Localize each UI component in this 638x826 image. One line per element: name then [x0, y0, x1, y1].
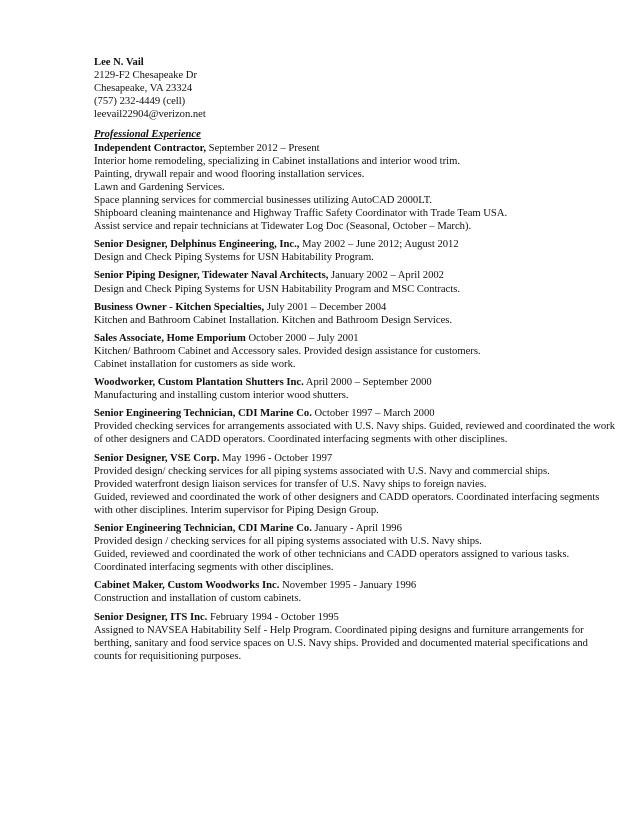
entry-description: Kitchen and Bathroom Cabinet Installation. Kitchen and Bathroom Design Services.: [94, 314, 453, 326]
entry-heading: [94, 269, 616, 282]
entry-description: Guided, reviewed and coordinated the work of other technicians and CADD operators assigned to various tasks. Coordinated interfacing segments with other disciplines.: [94, 549, 570, 574]
entry-description: Cabinet installation for customers as side work.: [94, 358, 296, 370]
contact-address-line-2: Chesapeake, VA 23324: [94, 83, 193, 95]
entry-title: Senior Designer, VSE Corp.: [94, 452, 220, 464]
entry-description: Design and Check Piping Systems for USN Habitability Program.: [94, 252, 374, 264]
entry-heading: [94, 142, 616, 155]
entry-description: Shipboard cleaning maintenance and Highway Traffic Safety Coordinator with Trade Team USA.: [94, 208, 508, 220]
entry-description: Provided waterfront design liaison services for transfer of U.S. Navy ships to foreign navies.: [94, 478, 487, 490]
entry-title: Senior Engineering Technician, CDI Marine Co.: [94, 523, 312, 534]
experience-entry: [94, 269, 616, 295]
entry-title: Senior Engineering Technician, CDI Marine Co.: [94, 408, 312, 420]
experience-entry: [94, 407, 616, 446]
experience-entry: [94, 452, 616, 517]
entry-description: Manufacturing and installing custom interior wood shutters.: [94, 390, 349, 402]
experience-entry: [94, 522, 616, 574]
contact-address-line-1: 2129-F2 Chesapeake Dr: [94, 70, 197, 82]
entry-title: Senior Designer, Delphinus Engineering, Inc.,: [94, 239, 300, 251]
contact-phone: (757) 232-4449 (cell): [94, 96, 186, 108]
entry-heading: [94, 452, 616, 465]
section-title: Professional Experience: [94, 129, 201, 141]
resume-page: [94, 56, 616, 668]
entry-heading: [94, 376, 616, 389]
entry-title: Senior Designer, ITS Inc.: [94, 611, 208, 623]
entry-title: Business Owner - Kitchen Specialties,: [94, 301, 265, 313]
entry-title: Woodworker, Custom Plantation Shutters Inc.: [94, 377, 304, 389]
entry-dates: July 2001 – December 2004: [264, 301, 387, 313]
experience-entry: [94, 142, 616, 234]
entry-heading: [94, 522, 616, 535]
entry-description: Provided design/ checking services for all piping systems associated with U.S. Navy and commercial ships.: [94, 465, 550, 477]
experience-entry: [94, 376, 616, 402]
contact-block: [94, 56, 616, 121]
entry-description: Provided checking services for arrangements associated with U.S. Navy ships. Guided, reviewed and coordinated the work of other designers and CADD operators. Coordinated interfacing segments with other disciplines.: [94, 421, 616, 446]
entry-description: Lawn and Gardening Services.: [94, 181, 225, 193]
experience-entry: [94, 301, 616, 327]
entry-description: Design and Check Piping Systems for USN Habitability Program and MSC Contracts.: [94, 283, 461, 295]
entry-heading: [94, 332, 616, 345]
entry-description: Provided design / checking services for all piping systems associated with U.S. Navy ships.: [94, 536, 482, 548]
entry-heading: [94, 579, 616, 592]
entry-dates: May 1996 - October 1997: [219, 452, 333, 464]
entry-heading: [94, 301, 616, 314]
entry-dates: October 1997 – March 2000: [311, 408, 435, 420]
entry-dates: November 1995 - January 1996: [279, 580, 417, 592]
experience-list: [94, 142, 616, 663]
entry-dates: January 2002 – April 2002: [328, 270, 444, 282]
entry-heading: [94, 611, 616, 624]
entry-dates: January - April 1996: [311, 523, 402, 534]
entry-dates: September 2012 – Present: [206, 142, 320, 154]
entry-description: Guided, reviewed and coordinated the work of other designers and CADD operators. Coordinated interfacing segments with other disciplines. Interim supervisor for Piping Design Group.: [94, 491, 600, 516]
entry-dates: April 2000 – September 2000: [303, 377, 432, 389]
entry-dates: October 2000 – July 2001: [245, 332, 359, 344]
entry-description: Painting, drywall repair and wood flooring installation services.: [94, 168, 365, 180]
contact-email: leevail22904@verizon.net: [94, 109, 206, 121]
entry-description: Space planning services for commercial businesses utilizing AutoCAD 2000LT.: [94, 194, 433, 206]
entry-heading: [94, 238, 616, 251]
entry-dates: May 2002 – June 2012; August 2012: [299, 239, 459, 251]
entry-heading: [94, 407, 616, 420]
experience-entry: [94, 611, 616, 663]
entry-dates: February 1994 - October 1995: [207, 611, 339, 623]
entry-title: Sales Associate, Home Emporium: [94, 332, 246, 344]
entry-title: Senior Piping Designer, Tidewater Naval Architects,: [94, 270, 329, 282]
entry-description: Assigned to NAVSEA Habitability Self - Help Program. Coordinated piping designs and furniture arrangements for berthing, sanitary and food service spaces on U.S. Navy ships. Provided and documented material specifications and counts for requisitioning purposes.: [94, 624, 588, 662]
entry-title: Independent Contractor,: [94, 142, 207, 154]
entry-description: Construction and installation of custom cabinets.: [94, 593, 302, 605]
entry-title: Cabinet Maker, Custom Woodworks Inc.: [94, 580, 280, 592]
experience-entry: [94, 238, 616, 264]
entry-description: Assist service and repair technicians at Tidewater Log Doc (Seasonal, October – March).: [94, 221, 472, 233]
entry-description: Interior home remodeling, specializing in Cabinet installations and interior wood trim.: [94, 155, 460, 167]
experience-entry: [94, 579, 616, 605]
entry-description: Kitchen/ Bathroom Cabinet and Accessory sales. Provided design assistance for customers.: [94, 345, 481, 357]
contact-name: Lee N. Vail: [94, 57, 144, 68]
experience-entry: [94, 332, 616, 371]
